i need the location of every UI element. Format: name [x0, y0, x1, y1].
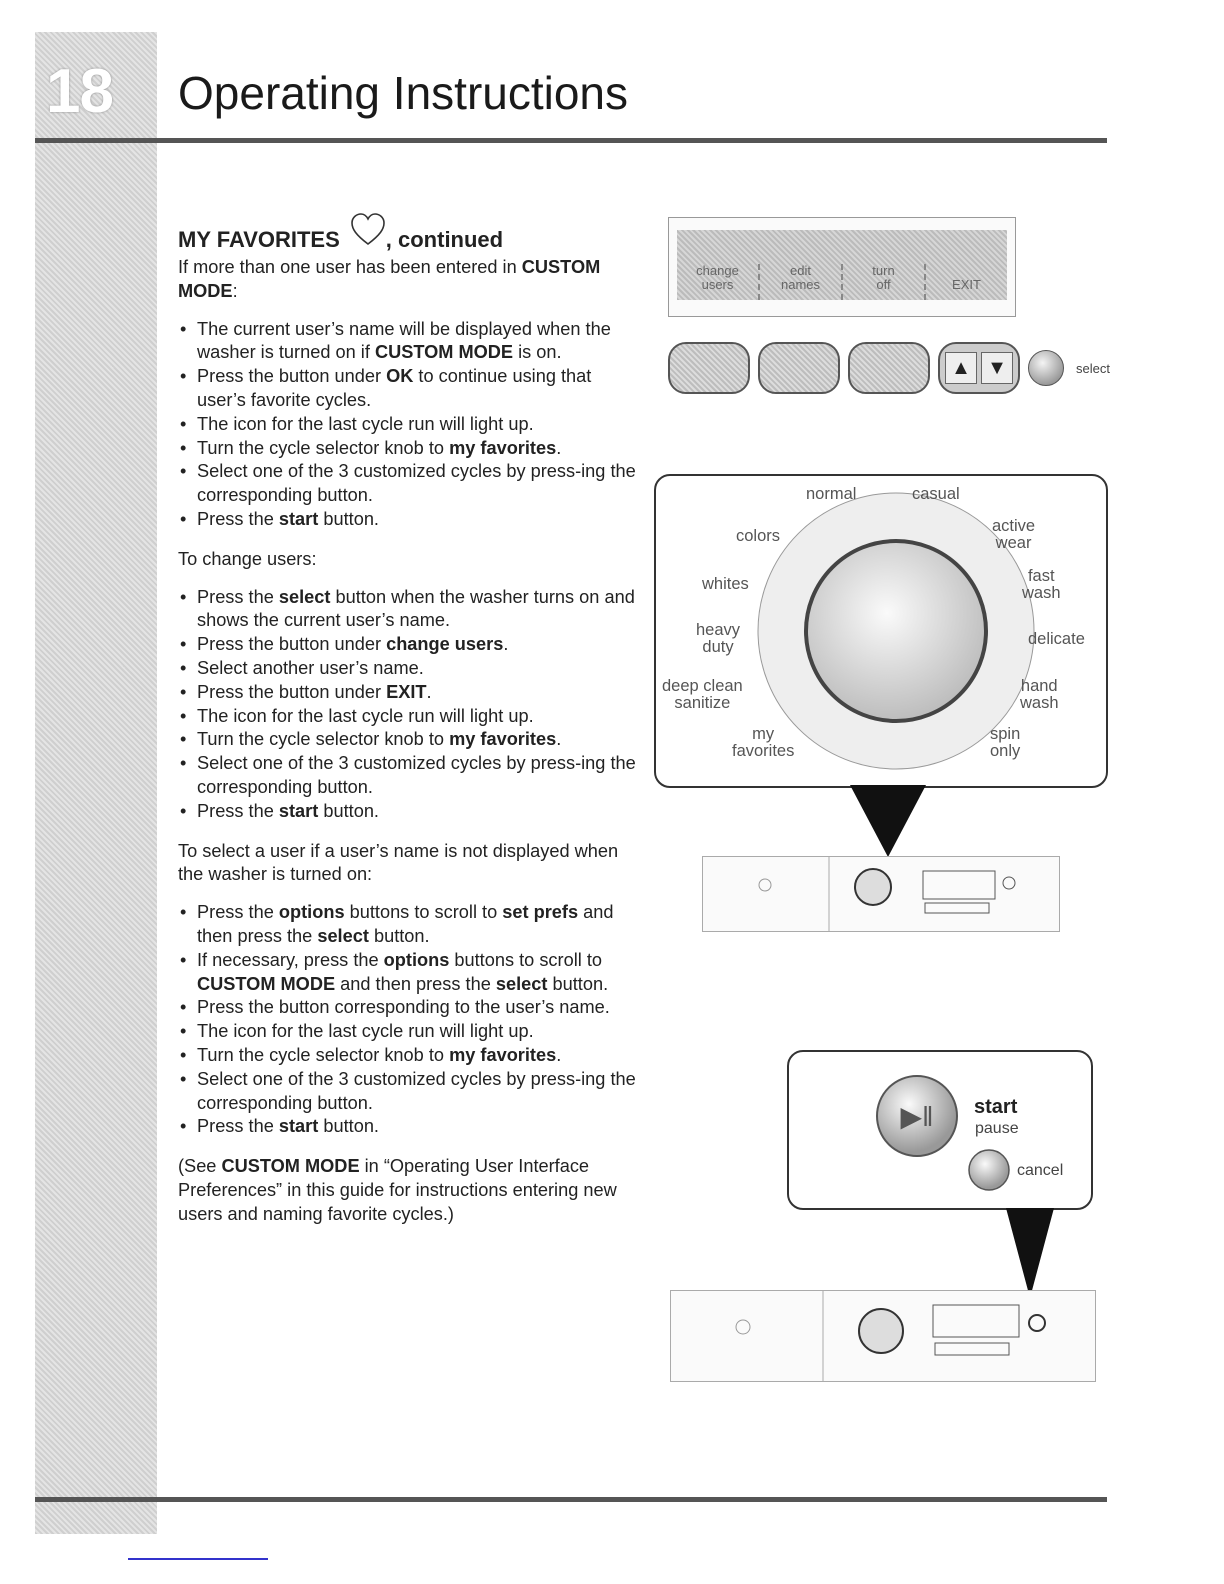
dial-label-casual: casual — [912, 485, 960, 503]
soft-button-3[interactable] — [848, 342, 930, 394]
page-number: 18 — [46, 57, 113, 126]
select-button[interactable] — [1028, 350, 1064, 386]
dial-label-active-wear: active wear — [992, 517, 1036, 552]
footer-link-line — [128, 1558, 268, 1560]
options-arrows[interactable] — [938, 342, 1020, 394]
list-item: • Select one of the 3 customized cycles by press-ing the corresponding button. — [178, 752, 638, 800]
dial-label-fast-wash: fast wash — [1022, 567, 1061, 602]
list-item: • Select another user’s name. — [178, 657, 638, 681]
heart-icon — [348, 210, 388, 250]
list-item: • Press the start button. — [178, 1115, 638, 1139]
intro-text: If more than one user has been entered in CUSTOM MODE: — [178, 257, 601, 301]
lcd-display — [668, 217, 1016, 317]
change-users-heading: To change users: — [178, 548, 317, 569]
start-button[interactable] — [877, 1076, 957, 1156]
dial-label-hand-wash: hand wash — [1020, 677, 1059, 712]
steps-list-3 — [178, 901, 638, 1139]
cancel-label: cancel — [1017, 1162, 1064, 1179]
text-column — [178, 210, 638, 1240]
play-pause-icon: ▶‖ — [900, 1100, 934, 1132]
page-title: Operating Instructions — [178, 67, 629, 119]
dial-label-deep-clean: deep clean sanitize — [662, 677, 743, 712]
list-item: • The icon for the last cycle run will light up. — [178, 413, 638, 437]
note-text: (See CUSTOM MODE in “Operating User Interface Preferences” in this guide for instructions entering new users and naming favorite cycles.) — [178, 1156, 617, 1224]
pointer-arrow-start — [1006, 1208, 1054, 1298]
list-item: • Press the button corresponding to the user’s name. — [178, 996, 638, 1020]
down-arrow-icon[interactable]: ▼ — [981, 352, 1013, 384]
dial-label-heavy-duty: heavy duty — [696, 621, 741, 656]
lcd-cell-exit: EXIT — [952, 277, 981, 292]
lcd-screen — [677, 230, 1007, 300]
list-item: • The icon for the last cycle run will light up. — [178, 1020, 638, 1044]
list-item: • Press the start button. — [178, 800, 638, 824]
list-item: • Turn the cycle selector knob to my favorites. — [178, 437, 638, 461]
list-item: • Press the options buttons to scroll to set prefs and then press the select button. — [178, 901, 638, 949]
lcd-cell-change-users: change users — [677, 264, 760, 300]
list-item: • Press the start button. — [178, 508, 638, 532]
list-item: • Press the select button when the washer turns on and shows the current user’s name. — [178, 586, 638, 634]
list-item: • Select one of the 3 customized cycles by press-ing the corresponding button. — [178, 460, 638, 508]
soft-button-1[interactable] — [668, 342, 750, 394]
select-user-heading: To select a user if a user’s name is not displayed when the washer is turned on: — [178, 840, 619, 885]
bottom-rule — [35, 1497, 1107, 1502]
dial-label-normal: normal — [806, 485, 857, 503]
pause-label: pause — [975, 1120, 1019, 1137]
steps-list-1 — [178, 318, 638, 532]
cycle-dial-box — [654, 474, 1108, 788]
top-rule — [35, 138, 1107, 143]
list-item: • Press the button under OK to continue using that user’s favorite cycles. — [178, 365, 638, 413]
washer-panel-1-drawing — [703, 857, 1059, 931]
list-item: • Turn the cycle selector knob to my favorites. — [178, 728, 638, 752]
start-pause-box — [787, 1050, 1093, 1210]
up-arrow-icon[interactable]: ▲ — [945, 352, 977, 384]
dial-label-spin-only: spin only — [990, 725, 1021, 760]
start-label: start — [974, 1096, 1018, 1118]
soft-button-row — [668, 342, 1110, 394]
list-item: • If necessary, press the options buttons to scroll to CUSTOM MODE and then press the select button. — [178, 949, 638, 997]
section-heading: MY FAVORITES , continued — [178, 210, 638, 252]
side-stripe — [35, 32, 157, 1534]
lcd-cell-turn-off: turn off — [843, 264, 926, 300]
washer-panel-2-drawing — [671, 1291, 1095, 1381]
list-item: • Select one of the 3 customized cycles by press-ing the corresponding button. — [178, 1068, 638, 1116]
list-item: • Turn the cycle selector knob to my favorites. — [178, 1044, 638, 1068]
pointer-arrow-dial — [850, 785, 926, 857]
list-item: • The current user’s name will be displayed when the washer is turned on if CUSTOM MODE is on. — [178, 318, 638, 366]
cancel-button[interactable] — [969, 1150, 1009, 1190]
soft-button-2[interactable] — [758, 342, 840, 394]
washer-panel-2 — [670, 1290, 1096, 1382]
dial-label-whites: whites — [702, 575, 749, 593]
steps-list-2 — [178, 586, 638, 824]
list-item: • Press the button under change users. — [178, 633, 638, 657]
lcd-cell-edit-names: edit names — [760, 264, 843, 300]
dial-label-my-favorites: my favorites — [732, 725, 795, 760]
select-label: select — [1076, 360, 1110, 376]
dial-label-colors: colors — [736, 527, 781, 545]
washer-panel-1 — [702, 856, 1060, 932]
list-item: • The icon for the last cycle run will light up. — [178, 705, 638, 729]
dial-label-delicate: delicate — [1028, 630, 1085, 648]
list-item: • Press the button under EXIT. — [178, 681, 638, 705]
